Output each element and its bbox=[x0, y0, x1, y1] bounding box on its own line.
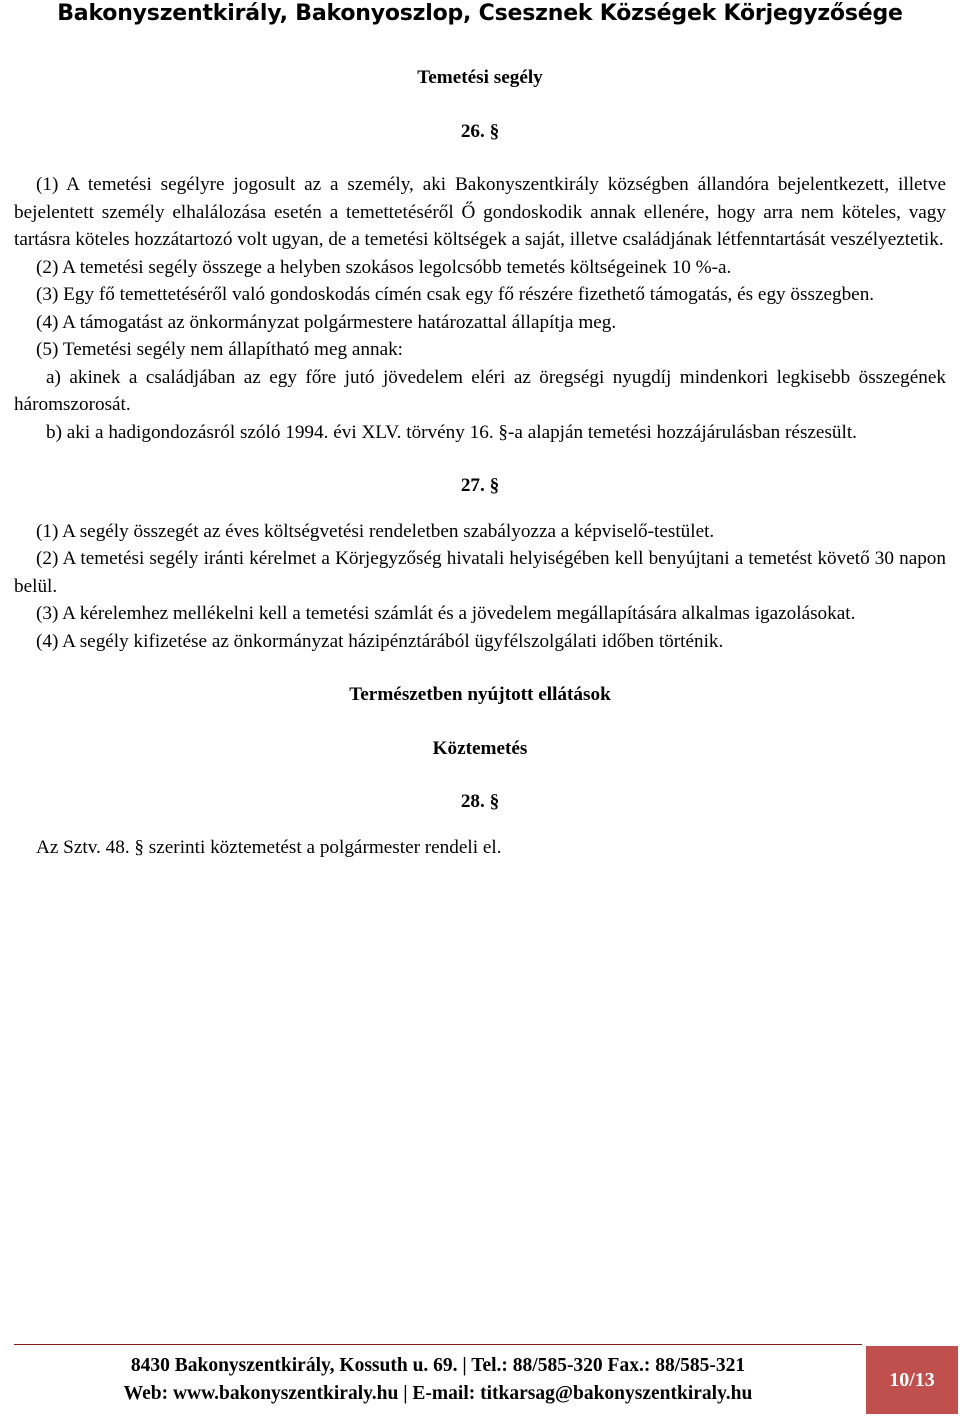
footer-divider bbox=[14, 1344, 862, 1345]
section-title-in-kind: Természetben nyújtott ellátások bbox=[349, 684, 611, 705]
paragraph-number-27: 27. § bbox=[460, 475, 500, 496]
s26-para-5b: b) aki a hadigondozásról szóló 1994. évi XLV. törvény 16. §-a alapján temetési hozzájárulásban részesült. bbox=[46, 421, 857, 443]
s26-para-4: (4) A támogatást az önkormányzat polgármestere határozattal állapítja meg. bbox=[36, 311, 617, 333]
paragraph-number-26: 26. § bbox=[460, 120, 500, 142]
s27-para-1: (1) A segély összegét az éves költségvetési rendeletben szabályozza a képviselő-testület. bbox=[36, 520, 715, 542]
s26-para-2: (2) A temetési segély összege a helyben szokásos legolcsóbb temetés költségeinek 10 %-a. bbox=[36, 256, 732, 278]
page-header-title: Bakonyszentkirály, Bakonyoszlop, Csesznek Községek Körjegyzősége bbox=[57, 1, 903, 26]
s28-para-1: Az Sztv. 48. § szerinti köztemetést a polgármester rendeli el. bbox=[36, 836, 502, 858]
section-title: Temetési segély bbox=[417, 67, 543, 88]
footer-address: 8430 Bakonyszentkirály, Kossuth u. 69. | Tel.: 88/585-320 Fax.: 88/585-321 bbox=[130, 1355, 746, 1376]
s27-para-3: (3) A kérelemhez mellékelni kell a temetési számlát és a jövedelem megállapítására alkalmas igazolásokat. bbox=[36, 603, 856, 624]
page-number-badge: 10/13 bbox=[866, 1346, 958, 1414]
s26-para-3: (3) Egy fő temettetéséről való gondoskodás címén csak egy fő részére fizethető támogatás, és egy összegben. bbox=[36, 284, 875, 305]
s27-para-2: (2) A temetési segély iránti kérelmet a Körjegyzőség hivatali helyiségében kell benyújtani a temetést követő 30 napon belül. bbox=[14, 548, 946, 597]
s26-para-5: (5) Temetési segély nem állapítható meg annak: bbox=[36, 339, 404, 360]
footer-contact bbox=[14, 1352, 862, 1408]
s27-para-4: (4) A segély kifizetése az önkormányzat házipénztárából ügyfélszolgálati időben történik. bbox=[36, 630, 724, 652]
s26-para-1: (1) A temetési segélyre jogosult az a személy, aki Bakonyszentkirály községben állandóra bejelentkezett, illetve bejelentett személy elhalálozása esetén a temettetéséről Ő gondoskodik annak ellenére, hogy arra nem köteles, vagy tartásra köteles hozzátartozó volt ugyan, de a temetési költségek a saját, illetve családjának létfenntartását veszélyeztetik. bbox=[14, 174, 946, 250]
document-body bbox=[14, 64, 946, 861]
footer-web-email: Web: www.bakonyszentkiraly.hu | E-mail: titkarsag@bakonyszentkiraly.hu bbox=[123, 1383, 753, 1404]
paragraph-number-28: 28. § bbox=[460, 791, 500, 812]
s26-para-5a: a) akinek a családjában az egy főre jutó jövedelem eléri az öregségi nyugdíj mindenkori legkisebb összegének háromszorosát. bbox=[14, 366, 946, 415]
subsection-title: Köztemetés bbox=[432, 737, 528, 759]
